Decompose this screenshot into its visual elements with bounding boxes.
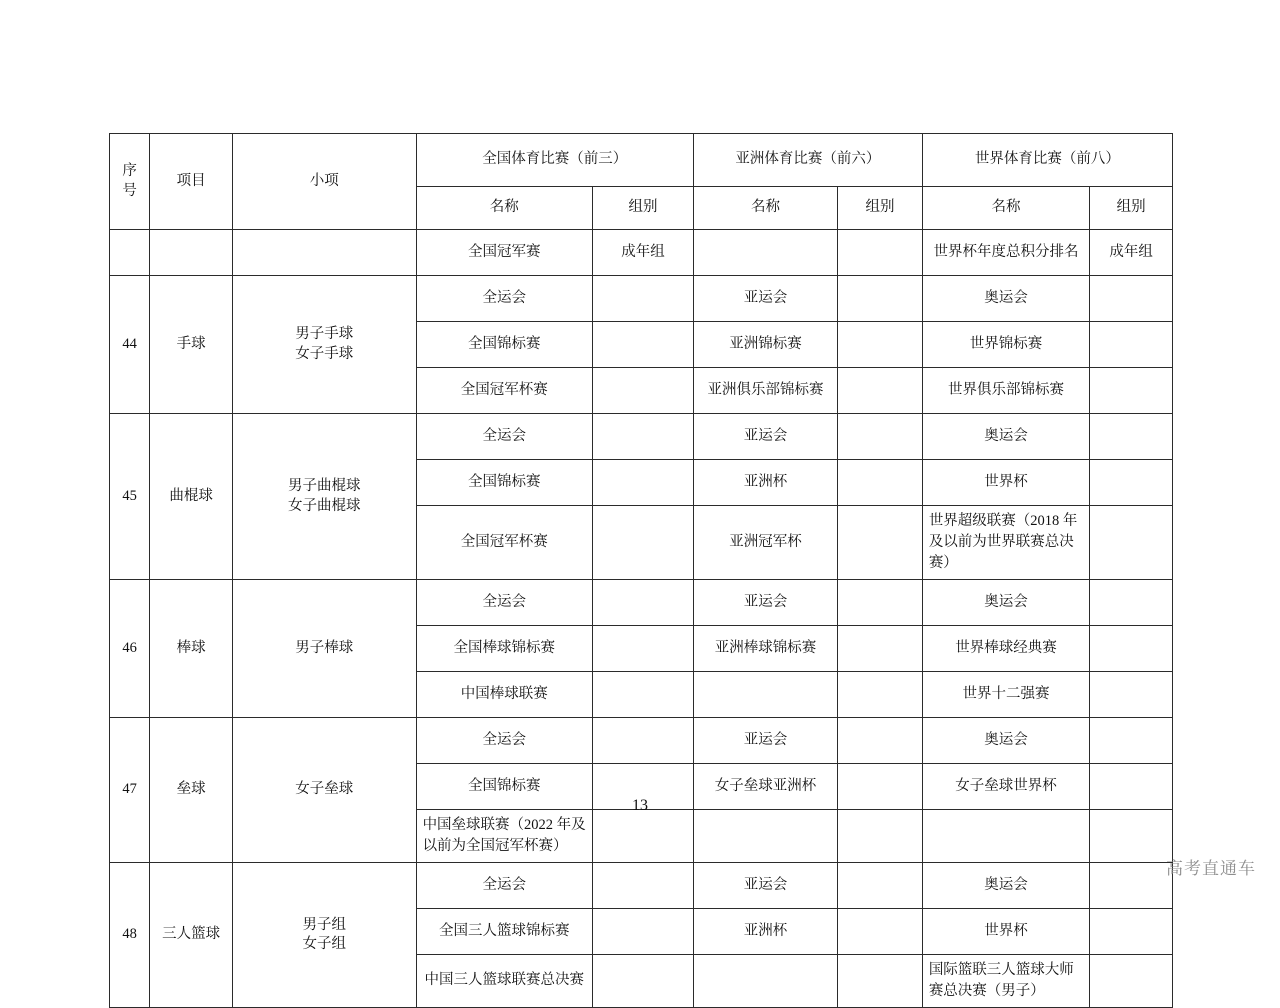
cell-item: 曲棍球 [150,414,233,580]
cell-national-group [593,909,694,955]
cell-asian-group [838,810,923,863]
table-row [110,863,1173,909]
cell-world-group [1090,414,1173,460]
cell-sub: 女子垒球 [233,718,417,863]
cell-asian-name: 亚洲杯 [693,909,837,955]
cell-asian-group [838,863,923,909]
header-national-group: 组别 [593,187,694,230]
cell-national-name: 全国棒球锦标赛 [416,626,592,672]
cell-national-name: 全国锦标赛 [416,460,592,506]
cell-world-name: 奥运会 [922,276,1089,322]
cell-world-group [1090,863,1173,909]
cell-national-group [593,718,694,764]
cell-national-group: 成年组 [593,230,694,276]
cell-asian-name: 亚洲棒球锦标赛 [693,626,837,672]
cell-national-group [593,322,694,368]
cell-national-name: 全国锦标赛 [416,764,592,810]
cell-national-group [593,672,694,718]
cell-world-group [1090,810,1173,863]
cell-world-group [1090,909,1173,955]
cell-sub: 男子棒球 [233,580,417,718]
cell-asian-group [838,909,923,955]
cell-world-name: 奥运会 [922,718,1089,764]
cell-world-group [1090,322,1173,368]
cell-sub: 男子曲棍球 女子曲棍球 [233,414,417,580]
cell-world-name [922,810,1089,863]
cell-national-group [593,460,694,506]
table-row [110,718,1173,764]
cell-world-group [1090,955,1173,1008]
cell-item: 三人篮球 [150,863,233,1008]
cell-world-group [1090,276,1173,322]
cell-asian-name [693,672,837,718]
cell-world-name: 世界锦标赛 [922,322,1089,368]
header-world: 世界体育比赛（前八） [922,134,1172,187]
header-sub: 小项 [233,134,417,230]
cell-world-name: 国际篮联三人篮球大师赛总决赛（男子） [922,955,1089,1008]
cell-asian-name: 亚运会 [693,414,837,460]
cell-asian-group [838,368,923,414]
cell-national-group [593,506,694,580]
cell-national-name: 中国垒球联赛（2022 年及以前为全国冠军杯赛） [416,810,592,863]
cell-asian-group [838,580,923,626]
header-asian-name: 名称 [693,187,837,230]
cell-asian-group [838,626,923,672]
cell-asian-name: 亚运会 [693,276,837,322]
cell-world-name: 奥运会 [922,863,1089,909]
cell-world-name: 奥运会 [922,580,1089,626]
cell-asian-name: 亚运会 [693,580,837,626]
cell-national-name: 全国冠军杯赛 [416,506,592,580]
cell-world-name: 世界杯年度总积分排名 [922,230,1089,276]
table-row [110,580,1173,626]
cell-national-name: 全运会 [416,863,592,909]
cell-national-group [593,810,694,863]
cell-national-group [593,580,694,626]
table-row [110,230,1173,276]
table-row [110,414,1173,460]
cell-asian-name [693,230,837,276]
cell-world-group [1090,368,1173,414]
cell-item: 手球 [150,276,233,414]
cell-seq: 46 [110,580,150,718]
cell-world-name: 世界俱乐部锦标赛 [922,368,1089,414]
cell-asian-name: 亚洲杯 [693,460,837,506]
cell-world-group [1090,672,1173,718]
cell-asian-group [838,955,923,1008]
cell-sub: 男子手球 女子手球 [233,276,417,414]
cell-world-name: 世界超级联赛（2018 年及以前为世界联赛总决赛） [922,506,1089,580]
cell-world-group [1090,580,1173,626]
cell-seq: 47 [110,718,150,863]
header-world-name: 名称 [922,187,1089,230]
header-asian: 亚洲体育比赛（前六） [693,134,922,187]
cell-national-group [593,414,694,460]
table-row [110,276,1173,322]
cell-world-group [1090,460,1173,506]
cell-national-name: 全国冠军赛 [416,230,592,276]
cell-asian-group [838,718,923,764]
cell-national-group [593,863,694,909]
cell-asian-name: 亚洲俱乐部锦标赛 [693,368,837,414]
cell-item [150,230,233,276]
cell-asian-name [693,810,837,863]
header-asian-group: 组别 [838,187,923,230]
cell-world-group [1090,506,1173,580]
cell-national-group [593,955,694,1008]
competition-table [109,133,1173,1008]
cell-seq: 45 [110,414,150,580]
cell-world-group [1090,626,1173,672]
header-seq: 序号 [110,134,150,230]
cell-asian-name: 亚洲冠军杯 [693,506,837,580]
competition-table-container [109,133,1173,1008]
cell-national-name: 全国三人篮球锦标赛 [416,909,592,955]
cell-world-name: 奥运会 [922,414,1089,460]
cell-asian-group [838,672,923,718]
cell-asian-name [693,955,837,1008]
cell-asian-group [838,414,923,460]
cell-national-name: 中国棒球联赛 [416,672,592,718]
cell-asian-group [838,506,923,580]
cell-sub: 男子组 女子组 [233,863,417,1008]
watermark-label: 高考直通车 [1166,859,1256,878]
cell-asian-group [838,322,923,368]
cell-world-name: 世界杯 [922,909,1089,955]
cell-asian-name: 亚运会 [693,718,837,764]
cell-national-name: 全运会 [416,276,592,322]
cell-asian-name: 女子垒球亚洲杯 [693,764,837,810]
cell-asian-group [838,230,923,276]
header-world-group: 组别 [1090,187,1173,230]
header-national-name: 名称 [416,187,592,230]
cell-asian-group [838,460,923,506]
cell-national-group [593,626,694,672]
cell-national-name: 中国三人篮球联赛总决赛 [416,955,592,1008]
cell-national-name: 全国冠军杯赛 [416,368,592,414]
cell-national-name: 全国锦标赛 [416,322,592,368]
cell-sub [233,230,417,276]
cell-world-group: 成年组 [1090,230,1173,276]
cell-national-name: 全运会 [416,414,592,460]
cell-world-name: 世界十二强赛 [922,672,1089,718]
table-header-row-top [110,134,1173,187]
cell-national-name: 全运会 [416,580,592,626]
cell-seq: 48 [110,863,150,1008]
cell-seq [110,230,150,276]
cell-item: 垒球 [150,718,233,863]
cell-world-name: 世界杯 [922,460,1089,506]
cell-seq: 44 [110,276,150,414]
cell-world-name: 世界棒球经典赛 [922,626,1089,672]
cell-asian-name: 亚洲锦标赛 [693,322,837,368]
cell-national-name: 全运会 [416,718,592,764]
cell-national-group [593,368,694,414]
cell-asian-group [838,276,923,322]
page-number: 13 [632,797,648,814]
cell-asian-name: 亚运会 [693,863,837,909]
cell-item: 棒球 [150,580,233,718]
cell-world-name: 女子垒球世界杯 [922,764,1089,810]
header-item: 项目 [150,134,233,230]
cell-world-group [1090,718,1173,764]
header-national: 全国体育比赛（前三） [416,134,693,187]
cell-national-group [593,276,694,322]
